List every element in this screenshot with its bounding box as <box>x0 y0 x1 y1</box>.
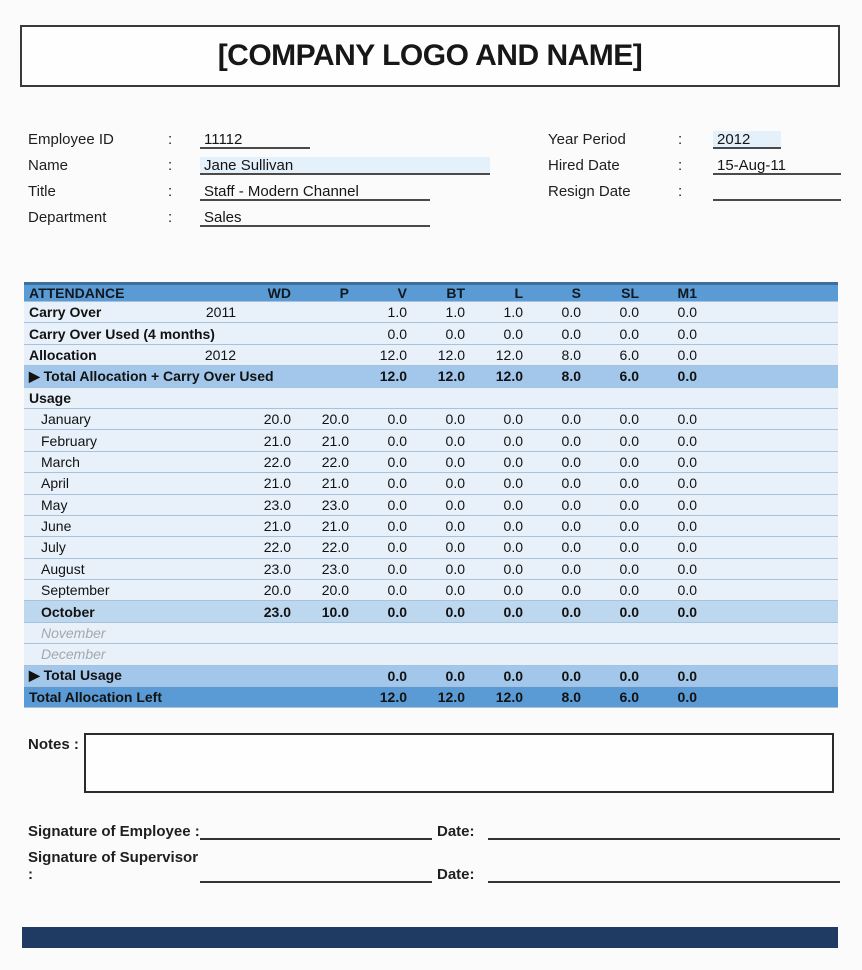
cell-value[interactable]: 0.0 <box>619 453 639 470</box>
row-label: February <box>41 432 98 449</box>
cell-value[interactable]: 0.0 <box>619 667 639 684</box>
cell-value[interactable]: 23.0 <box>321 560 349 577</box>
row-year: 2012 <box>204 346 236 363</box>
employee-signature-line[interactable] <box>200 824 432 840</box>
table-row[interactable] <box>24 537 838 558</box>
supervisor-signature-label: Signature of Supervisor : <box>28 849 199 883</box>
table-row[interactable] <box>24 601 838 622</box>
cell-value[interactable]: 0.0 <box>619 539 639 556</box>
cell-value[interactable]: 0.0 <box>677 368 697 385</box>
cell-value[interactable]: 12.0 <box>495 689 523 706</box>
row-label: Total Allocation Left <box>29 689 162 706</box>
row-label: March <box>41 453 80 470</box>
table-row[interactable] <box>24 323 838 344</box>
title-label: Title <box>28 183 56 200</box>
cell-value[interactable]: 0.0 <box>619 411 639 428</box>
cell-value[interactable]: 10.0 <box>321 603 349 620</box>
title-field[interactable]: Staff - Modern Channel <box>200 183 430 201</box>
cell-value[interactable]: 0.0 <box>561 475 581 492</box>
cell-value[interactable]: 0.0 <box>503 453 523 470</box>
cell-value[interactable]: 8.0 <box>561 346 581 363</box>
separator-colon: : <box>168 183 173 200</box>
table-row[interactable] <box>24 302 838 323</box>
row-label: August <box>41 560 85 577</box>
table-row[interactable] <box>24 495 838 516</box>
cell-value[interactable]: 23.0 <box>321 496 349 513</box>
cell-value[interactable]: 21.0 <box>263 518 291 535</box>
cell-value[interactable]: 0.0 <box>503 518 523 535</box>
table-row[interactable] <box>24 430 838 451</box>
cell-value[interactable]: 0.0 <box>445 475 465 492</box>
cell-value[interactable]: 0.0 <box>503 667 523 684</box>
cell-value[interactable]: 22.0 <box>263 539 291 556</box>
cell-value[interactable]: 0.0 <box>677 346 697 363</box>
employee-id-label: Employee ID <box>28 131 114 148</box>
row-label: October <box>41 603 95 620</box>
cell-value[interactable]: 0.0 <box>445 539 465 556</box>
notes-label: Notes : <box>28 736 79 753</box>
cell-value[interactable]: 0.0 <box>677 689 697 706</box>
attendance-table <box>24 282 838 708</box>
supervisor-date-line[interactable] <box>488 867 840 883</box>
cell-value[interactable]: 0.0 <box>561 304 581 321</box>
row-label: Carry Over Used (4 months) <box>29 325 215 342</box>
department-field[interactable]: Sales <box>200 209 430 227</box>
cell-value[interactable]: 0.0 <box>445 453 465 470</box>
cell-value[interactable]: 12.0 <box>437 346 465 363</box>
table-row[interactable] <box>24 388 838 409</box>
table-row[interactable] <box>24 345 838 366</box>
cell-value[interactable]: 0.0 <box>619 304 639 321</box>
year-period-label: Year Period <box>548 131 626 148</box>
cell-value[interactable]: 6.0 <box>619 346 639 363</box>
cell-value[interactable]: 12.0 <box>379 368 407 385</box>
cell-value[interactable]: 0.0 <box>619 582 639 599</box>
cell-value[interactable]: 0.0 <box>619 432 639 449</box>
cell-value[interactable]: 0.0 <box>445 325 465 342</box>
cell-value[interactable]: 0.0 <box>445 560 465 577</box>
footer-accent-bar <box>22 927 838 948</box>
column-header: BT <box>446 285 465 301</box>
resign-date-row <box>548 183 841 205</box>
row-label: April <box>41 475 70 492</box>
cell-value[interactable]: 0.0 <box>561 603 581 620</box>
cell-value[interactable]: 0.0 <box>561 411 581 428</box>
cell-value[interactable]: 0.0 <box>561 518 581 535</box>
table-row[interactable] <box>24 666 838 687</box>
hired-date-field[interactable]: 15-Aug-11 <box>713 157 841 175</box>
attendance-header-label: ATTENDANCE <box>29 285 125 301</box>
cell-value[interactable]: 0.0 <box>503 496 523 513</box>
cell-value[interactable]: 0.0 <box>677 411 697 428</box>
employee-name-row <box>28 157 490 179</box>
cell-value[interactable]: 0.0 <box>445 518 465 535</box>
company-logo-text: [COMPANY LOGO AND NAME] <box>217 39 643 72</box>
hired-date-row <box>548 157 841 179</box>
cell-value[interactable]: 21.0 <box>263 432 291 449</box>
cell-value[interactable]: 0.0 <box>503 432 523 449</box>
cell-value[interactable]: 20.0 <box>321 582 349 599</box>
cell-value[interactable]: 0.0 <box>387 518 407 535</box>
cell-value[interactable]: 8.0 <box>561 368 581 385</box>
cell-value[interactable]: 0.0 <box>619 475 639 492</box>
cell-value[interactable]: 0.0 <box>561 560 581 577</box>
row-label: Carry Over <box>29 304 102 321</box>
column-header: V <box>397 285 407 301</box>
row-label: Usage <box>29 389 72 406</box>
table-row[interactable] <box>24 580 838 601</box>
cell-value[interactable]: 0.0 <box>387 411 407 428</box>
cell-value[interactable]: 0.0 <box>387 603 407 620</box>
cell-value[interactable]: 0.0 <box>677 582 697 599</box>
row-label: November <box>41 625 106 642</box>
separator-colon: : <box>678 131 683 148</box>
column-header: P <box>339 285 349 301</box>
row-label: June <box>41 518 72 535</box>
year-period-field[interactable]: 2012 <box>713 131 781 149</box>
column-header: L <box>514 285 523 301</box>
cell-value[interactable]: 21.0 <box>263 475 291 492</box>
employee-date-line[interactable] <box>488 824 840 840</box>
cell-value[interactable]: 0.0 <box>503 560 523 577</box>
cell-value[interactable]: 23.0 <box>263 496 291 513</box>
separator-colon: : <box>168 209 173 226</box>
row-label: September <box>41 582 110 599</box>
cell-value[interactable]: 0.0 <box>677 475 697 492</box>
cell-value[interactable]: 6.0 <box>619 368 639 385</box>
row-label: May <box>41 496 68 513</box>
cell-value[interactable]: 0.0 <box>561 667 581 684</box>
department-label: Department <box>28 209 107 226</box>
company-logo-box <box>20 25 840 87</box>
cell-value[interactable]: 0.0 <box>387 539 407 556</box>
row-label: January <box>41 411 91 428</box>
column-header: SL <box>621 285 639 301</box>
cell-value[interactable]: 0.0 <box>561 432 581 449</box>
cell-value[interactable]: 0.0 <box>445 411 465 428</box>
cell-value[interactable]: 0.0 <box>387 475 407 492</box>
cell-value[interactable]: 0.0 <box>619 603 639 620</box>
cell-value[interactable]: 0.0 <box>503 411 523 428</box>
table-row[interactable] <box>24 366 838 387</box>
cell-value[interactable]: 8.0 <box>561 689 581 706</box>
cell-value[interactable]: 6.0 <box>619 689 639 706</box>
cell-value[interactable]: 0.0 <box>503 475 523 492</box>
cell-value[interactable]: 0.0 <box>619 325 639 342</box>
cell-value[interactable]: 22.0 <box>321 453 349 470</box>
attendance-header-row <box>24 282 838 302</box>
cell-value[interactable]: 23.0 <box>263 603 291 620</box>
separator-colon: : <box>678 183 683 200</box>
table-row[interactable] <box>24 409 838 430</box>
cell-value[interactable]: 0.0 <box>561 453 581 470</box>
name-field[interactable]: Jane Sullivan <box>200 157 490 175</box>
row-year: 2011 <box>205 304 236 321</box>
employee-department-row <box>28 209 430 231</box>
cell-value[interactable]: 0.0 <box>503 325 523 342</box>
cell-value[interactable]: 0.0 <box>619 518 639 535</box>
table-row[interactable] <box>24 559 838 580</box>
cell-value[interactable]: 0.0 <box>561 496 581 513</box>
cell-value[interactable]: 0.0 <box>387 560 407 577</box>
cell-value[interactable]: 0.0 <box>387 667 407 684</box>
cell-value[interactable]: 0.0 <box>387 453 407 470</box>
employee-signature-row <box>28 820 840 840</box>
cell-value[interactable]: 0.0 <box>503 603 523 620</box>
cell-value[interactable]: 0.0 <box>445 496 465 513</box>
cell-value[interactable]: 0.0 <box>677 518 697 535</box>
resign-date-label: Resign Date <box>548 183 631 200</box>
cell-value[interactable]: 20.0 <box>263 411 291 428</box>
cell-value[interactable]: 12.0 <box>495 368 523 385</box>
row-label: December <box>41 646 106 663</box>
cell-value[interactable]: 0.0 <box>677 325 697 342</box>
cell-value[interactable]: 0.0 <box>677 496 697 513</box>
cell-value[interactable]: 12.0 <box>437 689 465 706</box>
cell-value[interactable]: 0.0 <box>561 582 581 599</box>
cell-value[interactable]: 1.0 <box>387 304 407 321</box>
cell-value[interactable]: 21.0 <box>321 432 349 449</box>
employee-date-label: Date: <box>437 823 475 840</box>
cell-value[interactable]: 20.0 <box>321 411 349 428</box>
cell-value[interactable]: 0.0 <box>561 539 581 556</box>
cell-value[interactable]: 0.0 <box>387 582 407 599</box>
year-period-row <box>548 131 781 153</box>
separator-colon: : <box>168 131 173 148</box>
table-row[interactable] <box>24 644 838 665</box>
table-row[interactable] <box>24 516 838 537</box>
table-row[interactable] <box>24 623 838 644</box>
cell-value[interactable]: 22.0 <box>321 539 349 556</box>
employee-signature-label: Signature of Employee : <box>28 823 200 840</box>
cell-value[interactable]: 23.0 <box>263 560 291 577</box>
table-row[interactable] <box>24 473 838 494</box>
cell-value[interactable]: 0.0 <box>387 496 407 513</box>
cell-value[interactable]: 0.0 <box>503 539 523 556</box>
cell-value[interactable]: 12.0 <box>379 689 407 706</box>
table-row[interactable] <box>24 452 838 473</box>
cell-value[interactable]: 12.0 <box>495 346 523 363</box>
employee-id-field[interactable]: 11112 <box>200 131 310 149</box>
cell-value[interactable]: 0.0 <box>677 453 697 470</box>
employee-id-row <box>28 131 310 153</box>
cell-value[interactable]: 22.0 <box>263 453 291 470</box>
row-label: ▶ Total Usage <box>29 667 122 684</box>
cell-value[interactable]: 21.0 <box>321 518 349 535</box>
supervisor-signature-line[interactable] <box>200 867 432 883</box>
cell-value[interactable]: 21.0 <box>321 475 349 492</box>
cell-value[interactable]: 0.0 <box>387 432 407 449</box>
cell-value[interactable]: 0.0 <box>677 539 697 556</box>
cell-value[interactable]: 0.0 <box>677 304 697 321</box>
cell-value[interactable]: 0.0 <box>619 496 639 513</box>
separator-colon: : <box>168 157 173 174</box>
column-header: S <box>571 285 581 301</box>
supervisor-date-label: Date: <box>437 866 475 883</box>
notes-box[interactable] <box>84 733 834 793</box>
cell-value[interactable]: 0.0 <box>503 582 523 599</box>
cell-value[interactable]: 20.0 <box>263 582 291 599</box>
cell-value[interactable]: 12.0 <box>379 346 407 363</box>
row-label: Allocation <box>29 346 97 363</box>
supervisor-signature-row <box>28 849 840 883</box>
column-header: M1 <box>677 285 697 301</box>
cell-value[interactable]: 0.0 <box>445 432 465 449</box>
cell-value[interactable]: 0.0 <box>445 603 465 620</box>
cell-value[interactable]: 0.0 <box>619 560 639 577</box>
column-header: WD <box>267 285 291 301</box>
cell-value[interactable]: 0.0 <box>445 582 465 599</box>
table-row[interactable] <box>24 687 838 708</box>
cell-value[interactable]: 0.0 <box>677 603 697 620</box>
row-label: July <box>41 539 66 556</box>
cell-value[interactable]: 1.0 <box>503 304 523 321</box>
hired-date-label: Hired Date <box>548 157 620 174</box>
cell-value[interactable]: 0.0 <box>677 432 697 449</box>
cell-value[interactable]: 0.0 <box>561 325 581 342</box>
separator-colon: : <box>678 157 683 174</box>
row-label: ▶ Total Allocation + Carry Over Used <box>29 367 274 384</box>
cell-value[interactable]: 12.0 <box>437 368 465 385</box>
employee-title-row <box>28 183 430 205</box>
cell-value[interactable]: 1.0 <box>445 304 465 321</box>
cell-value[interactable]: 0.0 <box>677 667 697 684</box>
name-label: Name <box>28 157 69 174</box>
cell-value[interactable]: 0.0 <box>445 667 465 684</box>
resign-date-field[interactable] <box>713 183 841 201</box>
cell-value[interactable]: 0.0 <box>677 560 697 577</box>
cell-value[interactable]: 0.0 <box>387 325 407 342</box>
